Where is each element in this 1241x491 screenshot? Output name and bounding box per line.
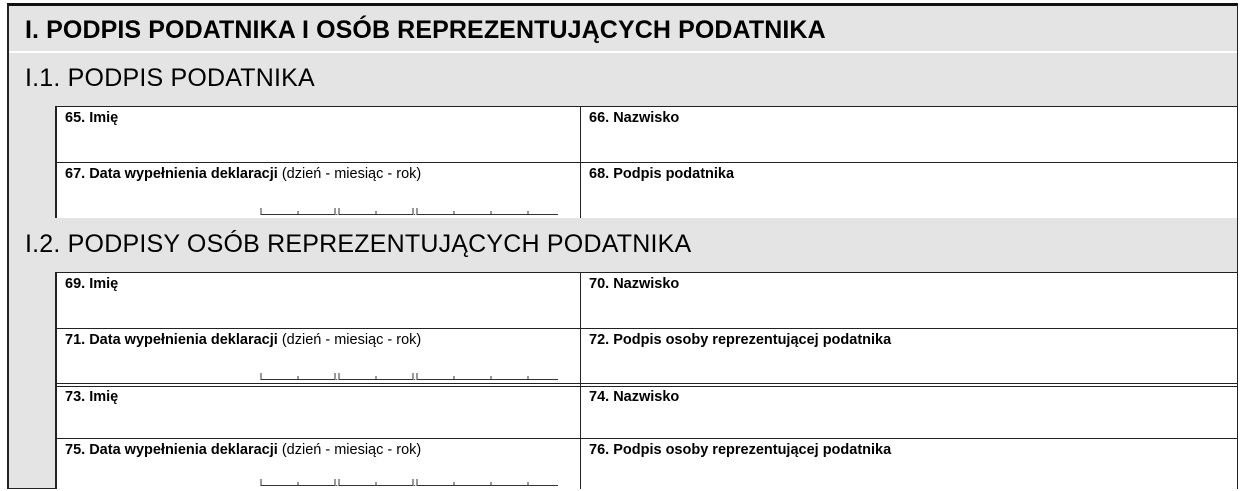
field-69-first-name[interactable] xyxy=(57,273,580,328)
subsection-header-taxpayer xyxy=(9,54,1237,106)
field-74-last-name[interactable] xyxy=(581,386,1237,438)
field-66-last-name[interactable] xyxy=(581,107,1237,162)
date-separator: . xyxy=(413,478,417,486)
representatives-signature-grid xyxy=(55,272,1237,489)
field-65-first-name[interactable] xyxy=(57,107,580,162)
field-label: 65. Imię xyxy=(65,110,119,126)
date-separator: . xyxy=(335,372,339,380)
field-68-taxpayer-signature[interactable] xyxy=(581,163,1237,218)
signature-section xyxy=(7,3,1238,489)
subsection-title: I.2. PODPISY OSÓB REPREZENTUJĄCYCH PODATNIKA xyxy=(25,230,692,258)
field-label: 70. Nazwisko xyxy=(589,276,680,292)
field-label: 74. Nazwisko xyxy=(589,389,680,405)
field-label: 71. Data wypełnienia deklaracji xyxy=(65,332,278,348)
subsection-title: I.1. PODPIS PODATNIKA xyxy=(25,64,315,92)
field-67-fill-date[interactable] xyxy=(57,163,580,218)
taxpayer-signature-grid xyxy=(55,106,1237,218)
field-label: 76. Podpis osoby reprezentującej podatnika xyxy=(589,442,892,458)
field-hint: (dzień - miesiąc - rok) xyxy=(281,332,422,348)
field-76-representative-signature[interactable] xyxy=(581,439,1237,489)
field-71-fill-date[interactable] xyxy=(57,329,580,383)
field-label: 73. Imię xyxy=(65,389,119,405)
date-separator: . xyxy=(413,372,417,380)
field-hint: (dzień - miesiąc - rok) xyxy=(281,442,422,458)
section-header xyxy=(9,6,1237,53)
field-label: 75. Data wypełnienia deklaracji xyxy=(65,442,278,458)
field-label: 69. Imię xyxy=(65,276,119,292)
field-label: 67. Data wypełnienia deklaracji xyxy=(65,166,278,182)
field-label: 72. Podpis osoby reprezentującej podatnika xyxy=(589,332,892,348)
subsection-header-representatives xyxy=(9,220,1237,272)
field-72-representative-signature[interactable] xyxy=(581,329,1237,383)
field-73-first-name[interactable] xyxy=(57,386,580,438)
field-label: 68. Podpis podatnika xyxy=(589,166,735,182)
date-separator: . xyxy=(335,207,339,215)
date-entry-boxes[interactable] xyxy=(260,207,558,215)
date-separator: . xyxy=(413,207,417,215)
field-label: 66. Nazwisko xyxy=(589,110,680,126)
section-title: I. PODPIS PODATNIKA I OSÓB REPREZENTUJĄCYCH PODATNIKA xyxy=(25,16,826,44)
date-separator: . xyxy=(335,478,339,486)
field-hint: (dzień - miesiąc - rok) xyxy=(281,166,422,182)
date-entry-boxes[interactable] xyxy=(260,372,558,380)
field-70-last-name[interactable] xyxy=(581,273,1237,328)
field-75-fill-date[interactable] xyxy=(57,439,580,489)
date-entry-boxes[interactable] xyxy=(260,478,558,486)
